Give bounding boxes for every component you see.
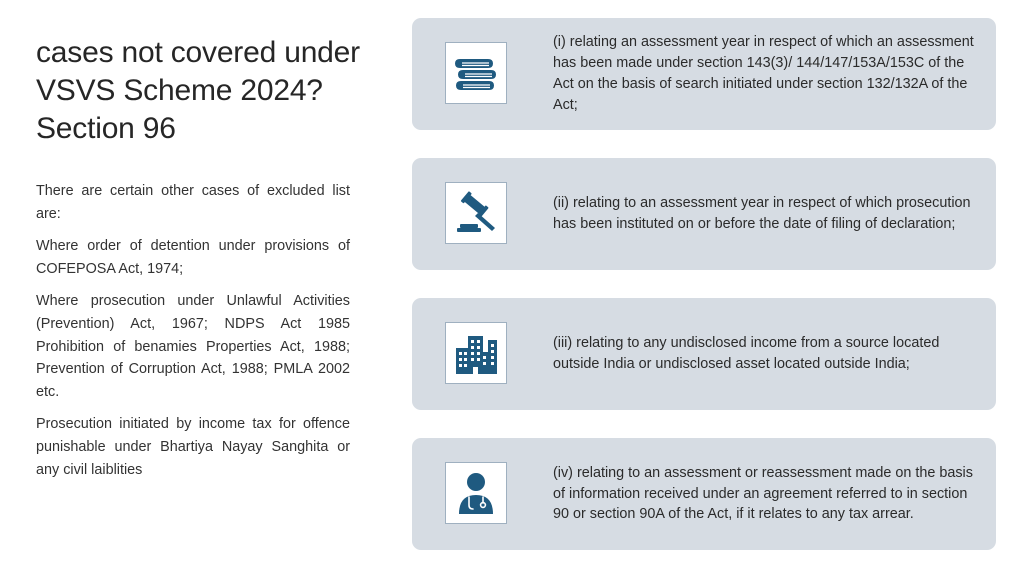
books-icon bbox=[445, 42, 507, 104]
card-2-text: (ii) relating to an assessment year in respect of which prosecution has been instituted on or before the date of filing of declaration; bbox=[553, 195, 971, 232]
case-card-4 bbox=[412, 438, 996, 550]
excluded-cases-text bbox=[36, 180, 350, 491]
card-4-text: (iv) relating to an assessment or reassessment made on the basis of information received under an agreement referred to in section 90 or section 90A of the Act, if it relates to any tax arrear. bbox=[553, 464, 973, 523]
paragraph-cofeposa: Where order of detention under provisions of COFEPOSA Act, 1974; bbox=[36, 238, 350, 277]
card-3-text: (iii) relating to any undisclosed income from a source located outside India or undisclosed asset located outside India; bbox=[553, 335, 940, 372]
buildings-icon bbox=[445, 322, 507, 384]
paragraph-intro: There are certain other cases of excluded list are: bbox=[36, 183, 350, 222]
paragraph-income-tax-prosecution: Prosecution initiated by income tax for offence punishable under Bhartiya Nayay Sanghita or any civil laiblities bbox=[36, 416, 350, 478]
case-card-1 bbox=[412, 18, 996, 130]
doctor-icon bbox=[445, 462, 507, 524]
paragraph-prosecution-acts: Where prosecution under Unlawful Activities (Prevention) Act, 1967; NDPS Act 1985 Prohibition of benamies Properties Act, 1988; Prevention of Corruption Act, 1988; PMLA 2002 etc. bbox=[36, 293, 350, 400]
page-title: cases not covered under VSVS Scheme 2024? Section 96 bbox=[36, 36, 360, 145]
case-card-3 bbox=[412, 298, 996, 410]
gavel-icon bbox=[445, 182, 507, 244]
card-1-text: (i) relating an assessment year in respect of which an assessment has been made under section 143(3)/ 144/147/153A/153C of the Act on the basis of search initiated under section 132/132A of the Act; bbox=[553, 34, 974, 113]
case-card-2 bbox=[412, 158, 996, 270]
